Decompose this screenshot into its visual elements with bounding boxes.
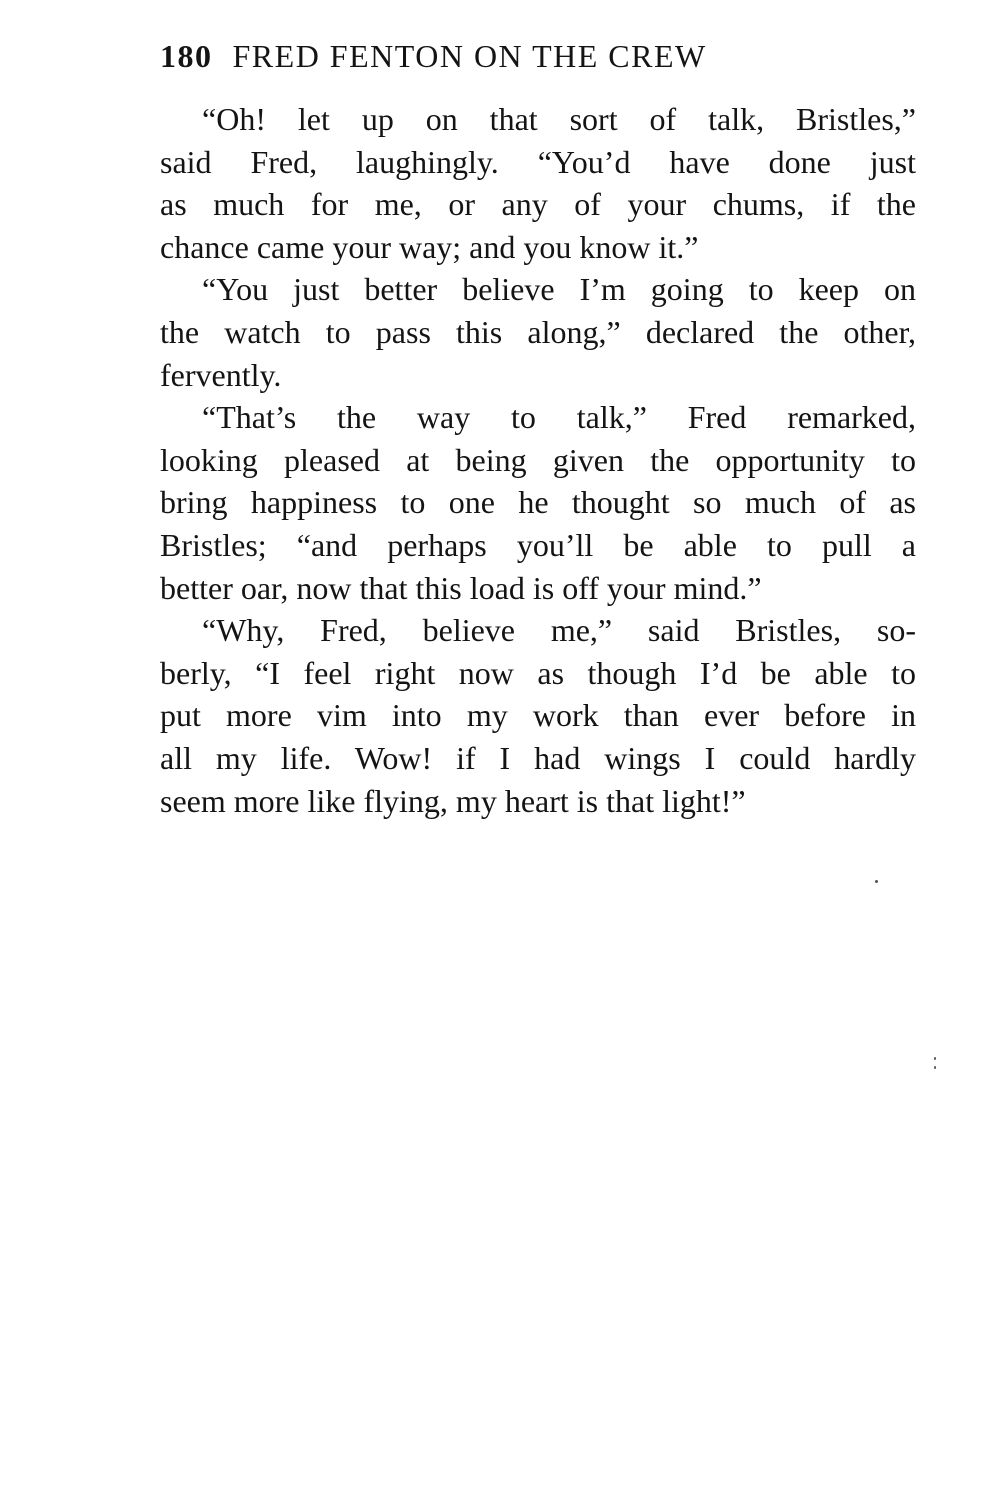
text-line: chance came your way; and you know it.” <box>160 228 699 265</box>
scan-speck <box>875 880 878 883</box>
text-line: said Fred, laughingly. “You’d have done just <box>160 143 916 180</box>
text-line: bring happiness to one he thought so much of as <box>160 484 916 521</box>
text-line: better oar, now that this load is off your mind.” <box>160 569 762 606</box>
body-text <box>160 98 916 822</box>
text-line: put more vim into my work than ever before in <box>160 697 916 734</box>
paragraph-3 <box>160 396 916 609</box>
text-line: “You just better believe I’m going to keep on <box>202 271 916 308</box>
text-line: as much for me, or any of your chums, if the <box>160 186 916 223</box>
text-line: looking pleased at being given the opportunity to <box>160 441 916 478</box>
text-line: “That’s the way to talk,” Fred remarked, <box>202 399 916 436</box>
text-line: Bristles; “and perhaps you’ll be able to pull a <box>160 526 916 563</box>
running-title: FRED FENTON ON THE CREW <box>232 38 707 74</box>
text-line: all my life. Wow! if I had wings I could hardly <box>160 739 916 776</box>
text-line: “Oh! let up on that sort of talk, Bristles,” <box>202 101 916 137</box>
text-line: the watch to pass this along,” declared the other, <box>160 313 916 350</box>
text-line: “Why, Fred, believe me,” said Bristles, so- <box>202 612 916 649</box>
text-line: fervently. <box>160 356 282 393</box>
paragraph-4 <box>160 609 916 822</box>
paragraph-2 <box>160 268 916 396</box>
running-head <box>160 34 860 78</box>
page-number: 180 <box>160 38 213 74</box>
text-line: seem more like flying, my heart is that light!” <box>160 782 746 819</box>
scan-speck <box>934 1057 936 1060</box>
paragraph-1 <box>160 98 916 268</box>
text-line: berly, “I feel right now as though I’d be able to <box>160 654 916 691</box>
scan-speck <box>934 1066 936 1069</box>
